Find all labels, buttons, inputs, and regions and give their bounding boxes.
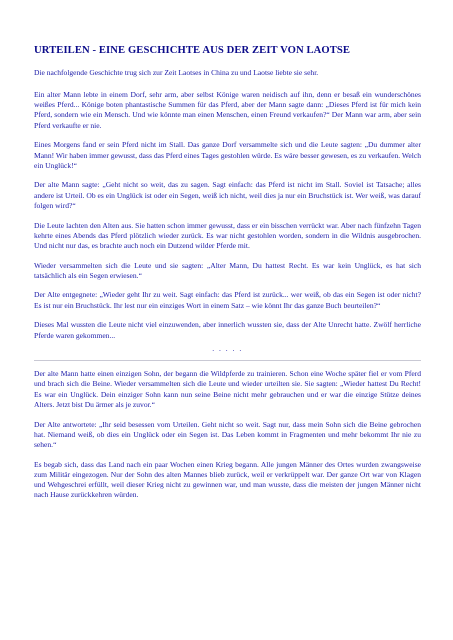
paragraph-9: Der Alte antwortete: „Ihr seid besessen vom Urteilen. Geht nicht so weit. Sagt nur, dass mein Sohn sich die Beine gebrochen hat. Niemand weiß, ob dies ein Unglück oder ein Segen ist. Das Leben kommt in Fragmenten und mehr bekommt Ihr nie zu sehen.“ <box>34 419 421 449</box>
divider-line <box>34 360 421 361</box>
paragraph-4: Die Leute lachten den Alten aus. Sie hatten schon immer gewusst, dass er ein bisschen verrückt war. Aber nach fünfzehn Tagen kehrte eines Abends das Pferd plötzlich wieder zurück. Es war nicht gestohlen worden, sondern in die Wildnis ausgebrochen. Und nicht nur das, es brachte auch noch ein Dutzend wilder Pferde mit. <box>34 220 421 250</box>
document-title: URTEILEN - EINE GESCHICHTE AUS DER ZEIT VON LAOTSE <box>34 45 351 56</box>
section-separator: . . . . . <box>212 344 243 354</box>
paragraph-7: Dieses Mal wussten die Leute nicht viel einzuwenden, aber innerlich wussten sie, dass der Alte Unrecht hatte. Zwölf herrliche Pferde waren gekommen... <box>34 320 421 340</box>
paragraph-6: Der Alte entgegnete: „Wieder geht Ihr zu weit. Sagt einfach: das Pferd ist zurück... wer weiß, ob das ein Segen ist oder nicht? Es ist nur ein Bruchstück. Ihr lest nur ein einziges Wort in einem Satz – wie könnt Ihr das ganze Buch beurteilen?“ <box>34 290 421 310</box>
document-page <box>34 44 421 510</box>
paragraph-5: Wieder versammelten sich die Leute und sie sagten: „Alter Mann, Du hattest Recht. Es war kein Unglück, es hat sich tatsächlich als ein Segen erwiesen.“ <box>34 260 421 280</box>
paragraph-1: Ein alter Mann lebte in einem Dorf, sehr arm, aber selbst Könige waren neidisch auf ihn, denn er besaß ein wunderschönes weißes Pferd... Könige boten phantastische Summen für das Pferd, aber der Mann sagte dann: „Dieses Pferd ist für mich kein Pferd, sondern wie ein Mensch. Und wie könnte man einen Menschen, einen Freund verkaufen?“ Der Mann war arm, aber sein Pferd verkaufte er nie. <box>34 90 421 130</box>
paragraph-8: Der alte Mann hatte einen einzigen Sohn, der begann die Wildpferde zu trainieren. Schon eine Woche später fiel er vom Pferd und brach sich die Beine. Wieder versammelten sich die Leute und wieder urteilten sie. Sie sagten: „Wieder hattest Du Recht! Es war ein Unglück. Dein einziger Sohn kann nun seine Beine nicht mehr gebrauchen und er war die einzige Stütze deines Alters. Jetzt bist Du ärmer als je zuvor.“ <box>34 369 421 409</box>
paragraph-10: Es begab sich, dass das Land nach ein paar Wochen einen Krieg begann. Alle jungen Männer des Ortes wurden zwangsweise zum Militär eingezogen. Nur der Sohn des alten Mannes blieb zurück, weil er verkrüppelt war. Der ganze Ort war von Klagen und Wehgeschrei erfüllt, weil dieser Krieg nicht zu gewinnen war, und man wusste, dass die meisten der jungen Männer nicht nach Hause zurückkehren würden. <box>34 459 421 500</box>
paragraph-2: Eines Morgens fand er sein Pferd nicht im Stall. Das ganze Dorf versammelte sich und die Leute sagten: „Du dummer alter Mann! Wir haben immer gewusst, dass das Pferd eines Tages gestohlen würde. Es wäre besser gewesen, es zu verkaufen. Welch ein Unglück!“ <box>34 140 421 170</box>
intro-paragraph: Die nachfolgende Geschichte trug sich zur Zeit Laotses in China zu und Laotse liebte sie sehr. <box>34 68 319 77</box>
paragraph-3: Der alte Mann sagte: „Geht nicht so weit, das zu sagen. Sagt einfach: das Pferd ist nicht im Stall. Soviel ist Tatsache; alles andere ist Urteil. Ob es ein Unglück ist oder ein Segen, weiß ich nicht, weil dies ja nur ein Bruchstück ist. Wer weiß, was darauf folgen wird?“ <box>34 180 421 210</box>
